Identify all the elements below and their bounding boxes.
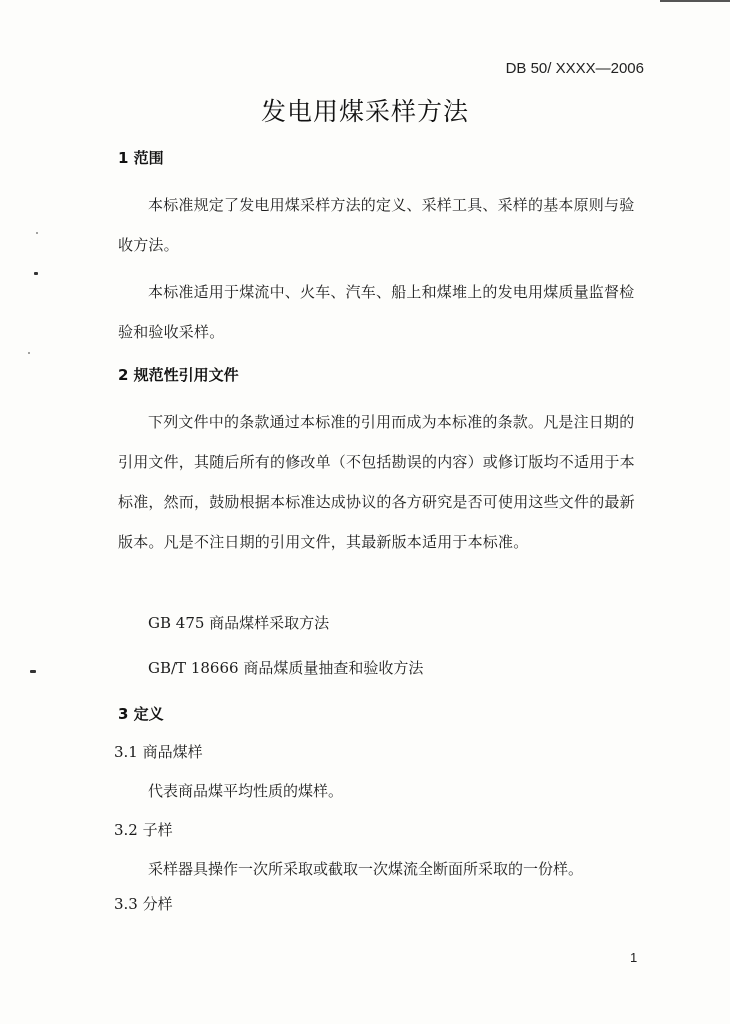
- scope-paragraph-1: 本标准规定了发电用煤采样方法的定义、采样工具、采样的基本原则与验收方法。: [118, 196, 635, 254]
- standard-code: DB 50/ XXXX—2006: [505, 60, 644, 77]
- references-paragraph: 下列文件中的条款通过本标准的引用而成为本标准的条款。凡是注日期的引用文件，其随后所有的修改单（不包括勘误的内容）或修订版均不适用于本标准，然而，鼓励根据本标准达成协议的各方研究是否可使用这些文件的最新版本。凡是不注日期的引用文件，其最新版本适用于本标准。: [118, 413, 635, 551]
- scan-speck: [30, 670, 36, 673]
- scan-speck: [34, 272, 38, 275]
- definition-text-3-1: 代表商品煤平均性质的煤样。: [148, 782, 344, 800]
- definition-heading-3-2: 3.2 子样: [114, 821, 173, 839]
- document-title: 发电用煤采样方法: [260, 97, 469, 126]
- scope-paragraph-2: 本标准适用于煤流中、火车、汽车、船上和煤堆上的发电用煤质量监督检验和验收采样。: [118, 283, 635, 341]
- scan-edge-mark: [660, 0, 730, 8]
- reference-gb475: GB 475 商品煤样采取方法: [148, 614, 330, 632]
- section-heading-definitions: 3 定义: [118, 705, 164, 723]
- scan-speck: [28, 352, 30, 354]
- scan-speck: [36, 232, 38, 234]
- definition-heading-3-1: 3.1 商品煤样: [114, 743, 203, 761]
- definition-text-3-2: 采样器具操作一次所采取或截取一次煤流全断面所采取的一份样。: [148, 860, 584, 878]
- reference-gbt18666: GB/T 18666 商品煤质量抽查和验收方法: [148, 659, 424, 677]
- definition-heading-3-3: 3.3 分样: [114, 895, 173, 913]
- section-heading-references: 2 规范性引用文件: [118, 366, 239, 384]
- section-heading-scope: 1 范围: [118, 149, 164, 167]
- page-number: 1: [630, 950, 638, 965]
